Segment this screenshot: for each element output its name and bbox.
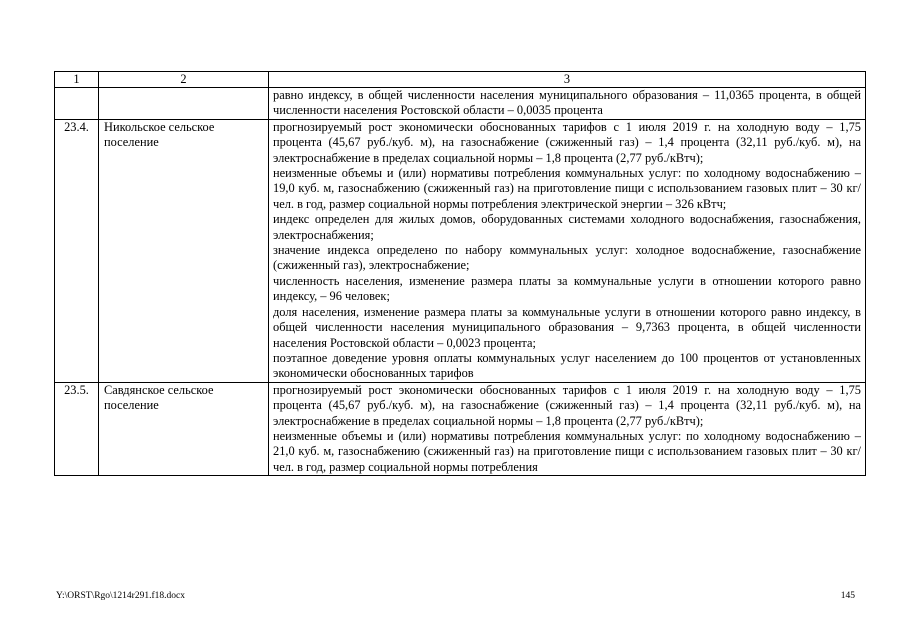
table-row	[55, 119, 866, 382]
row-description	[269, 382, 866, 475]
description-paragraph: неизменные объемы и (или) нормативы потребления коммунальных услуг: по холодному водоснабжению – 19,0 куб. м, газоснабжению (сжиженный газ) на приготовление пищи с использованием газовых плит – 30 кг/чел. в год, размер социальной нормы потребления электрической энергии – 326 кВтч;	[273, 166, 861, 211]
description-paragraph: численность населения, изменение размера платы за коммунальные услуги в отношении которого равно индексу, – 96 человек;	[273, 273, 861, 304]
row-description	[269, 88, 866, 120]
footer-page-number: 145	[840, 591, 855, 601]
settlement-name: Савдянское сельское поселение	[99, 382, 269, 475]
header-col-2: 2	[99, 72, 269, 88]
footer-file-path: Y:\ORST\Rgo\1214r291.f18.docx	[56, 591, 185, 601]
header-col-3: 3	[269, 72, 866, 88]
description-paragraph: значение индекса определено по набору коммунальных услуг: холодное водоснабжение, газоснабжение (сжиженный газ), электроснабжение;	[273, 243, 861, 273]
description-paragraph: индекс определен для жилых домов, оборудованных системами холодного водоснабжения, газоснабжения, электроснабжения;	[273, 212, 861, 242]
row-number: 23.5.	[55, 382, 99, 475]
description-paragraph: равно индексу, в общей численности населения муниципального образования – 11,0365 процента, в общей численности населения Ростовской области – 0,0035 процента	[273, 88, 861, 118]
settlement-name	[99, 88, 269, 120]
row-number	[55, 88, 99, 120]
description-paragraph: прогнозируемый рост экономически обоснованных тарифов с 1 июля 2019 г. на холодную воду – 1,75 процента (45,67 руб./куб. м), на газоснабжение (сжиженный газ) – 1,4 процента (32,11 руб./куб. м), на электроснабжение в пределах социальной нормы – 1,8 процента (2,77 руб./кВтч);	[273, 382, 861, 428]
document-table	[54, 71, 866, 476]
header-col-1: 1	[55, 72, 99, 88]
row-description	[269, 119, 866, 382]
row-number: 23.4.	[55, 119, 99, 382]
description-paragraph: поэтапное доведение уровня оплаты коммунальных услуг населением до 100 процентов от установленных экономически обоснованных тарифов	[273, 350, 861, 381]
description-paragraph: доля населения, изменение размера платы за коммунальные услуги в отношении которого равно индексу, в общей численности населения муниципального образования – 9,7363 процента, в общей численности населения Ростовской области – 0,0023 процента;	[273, 304, 861, 350]
settlement-name: Никольское сельское поселение	[99, 119, 269, 382]
table-header-row	[55, 72, 866, 88]
description-paragraph: неизменные объемы и (или) нормативы потребления коммунальных услуг: по холодному водоснабжению – 21,0 куб. м, газоснабжению (сжиженный газ) на приготовление пищи с использованием газовых плит – 30 кг/чел. в год, размер социальной нормы потребления	[273, 428, 861, 474]
table-row	[55, 382, 866, 475]
description-paragraph: прогнозируемый рост экономически обоснованных тарифов с 1 июля 2019 г. на холодную воду – 1,75 процента (45,67 руб./куб. м), на газоснабжение (сжиженный газ) – 1,4 процента (32,11 руб./куб. м), на электроснабжение в пределах социальной нормы – 1,8 процента (2,77 руб./кВтч);	[273, 119, 861, 165]
table-row	[55, 88, 866, 120]
